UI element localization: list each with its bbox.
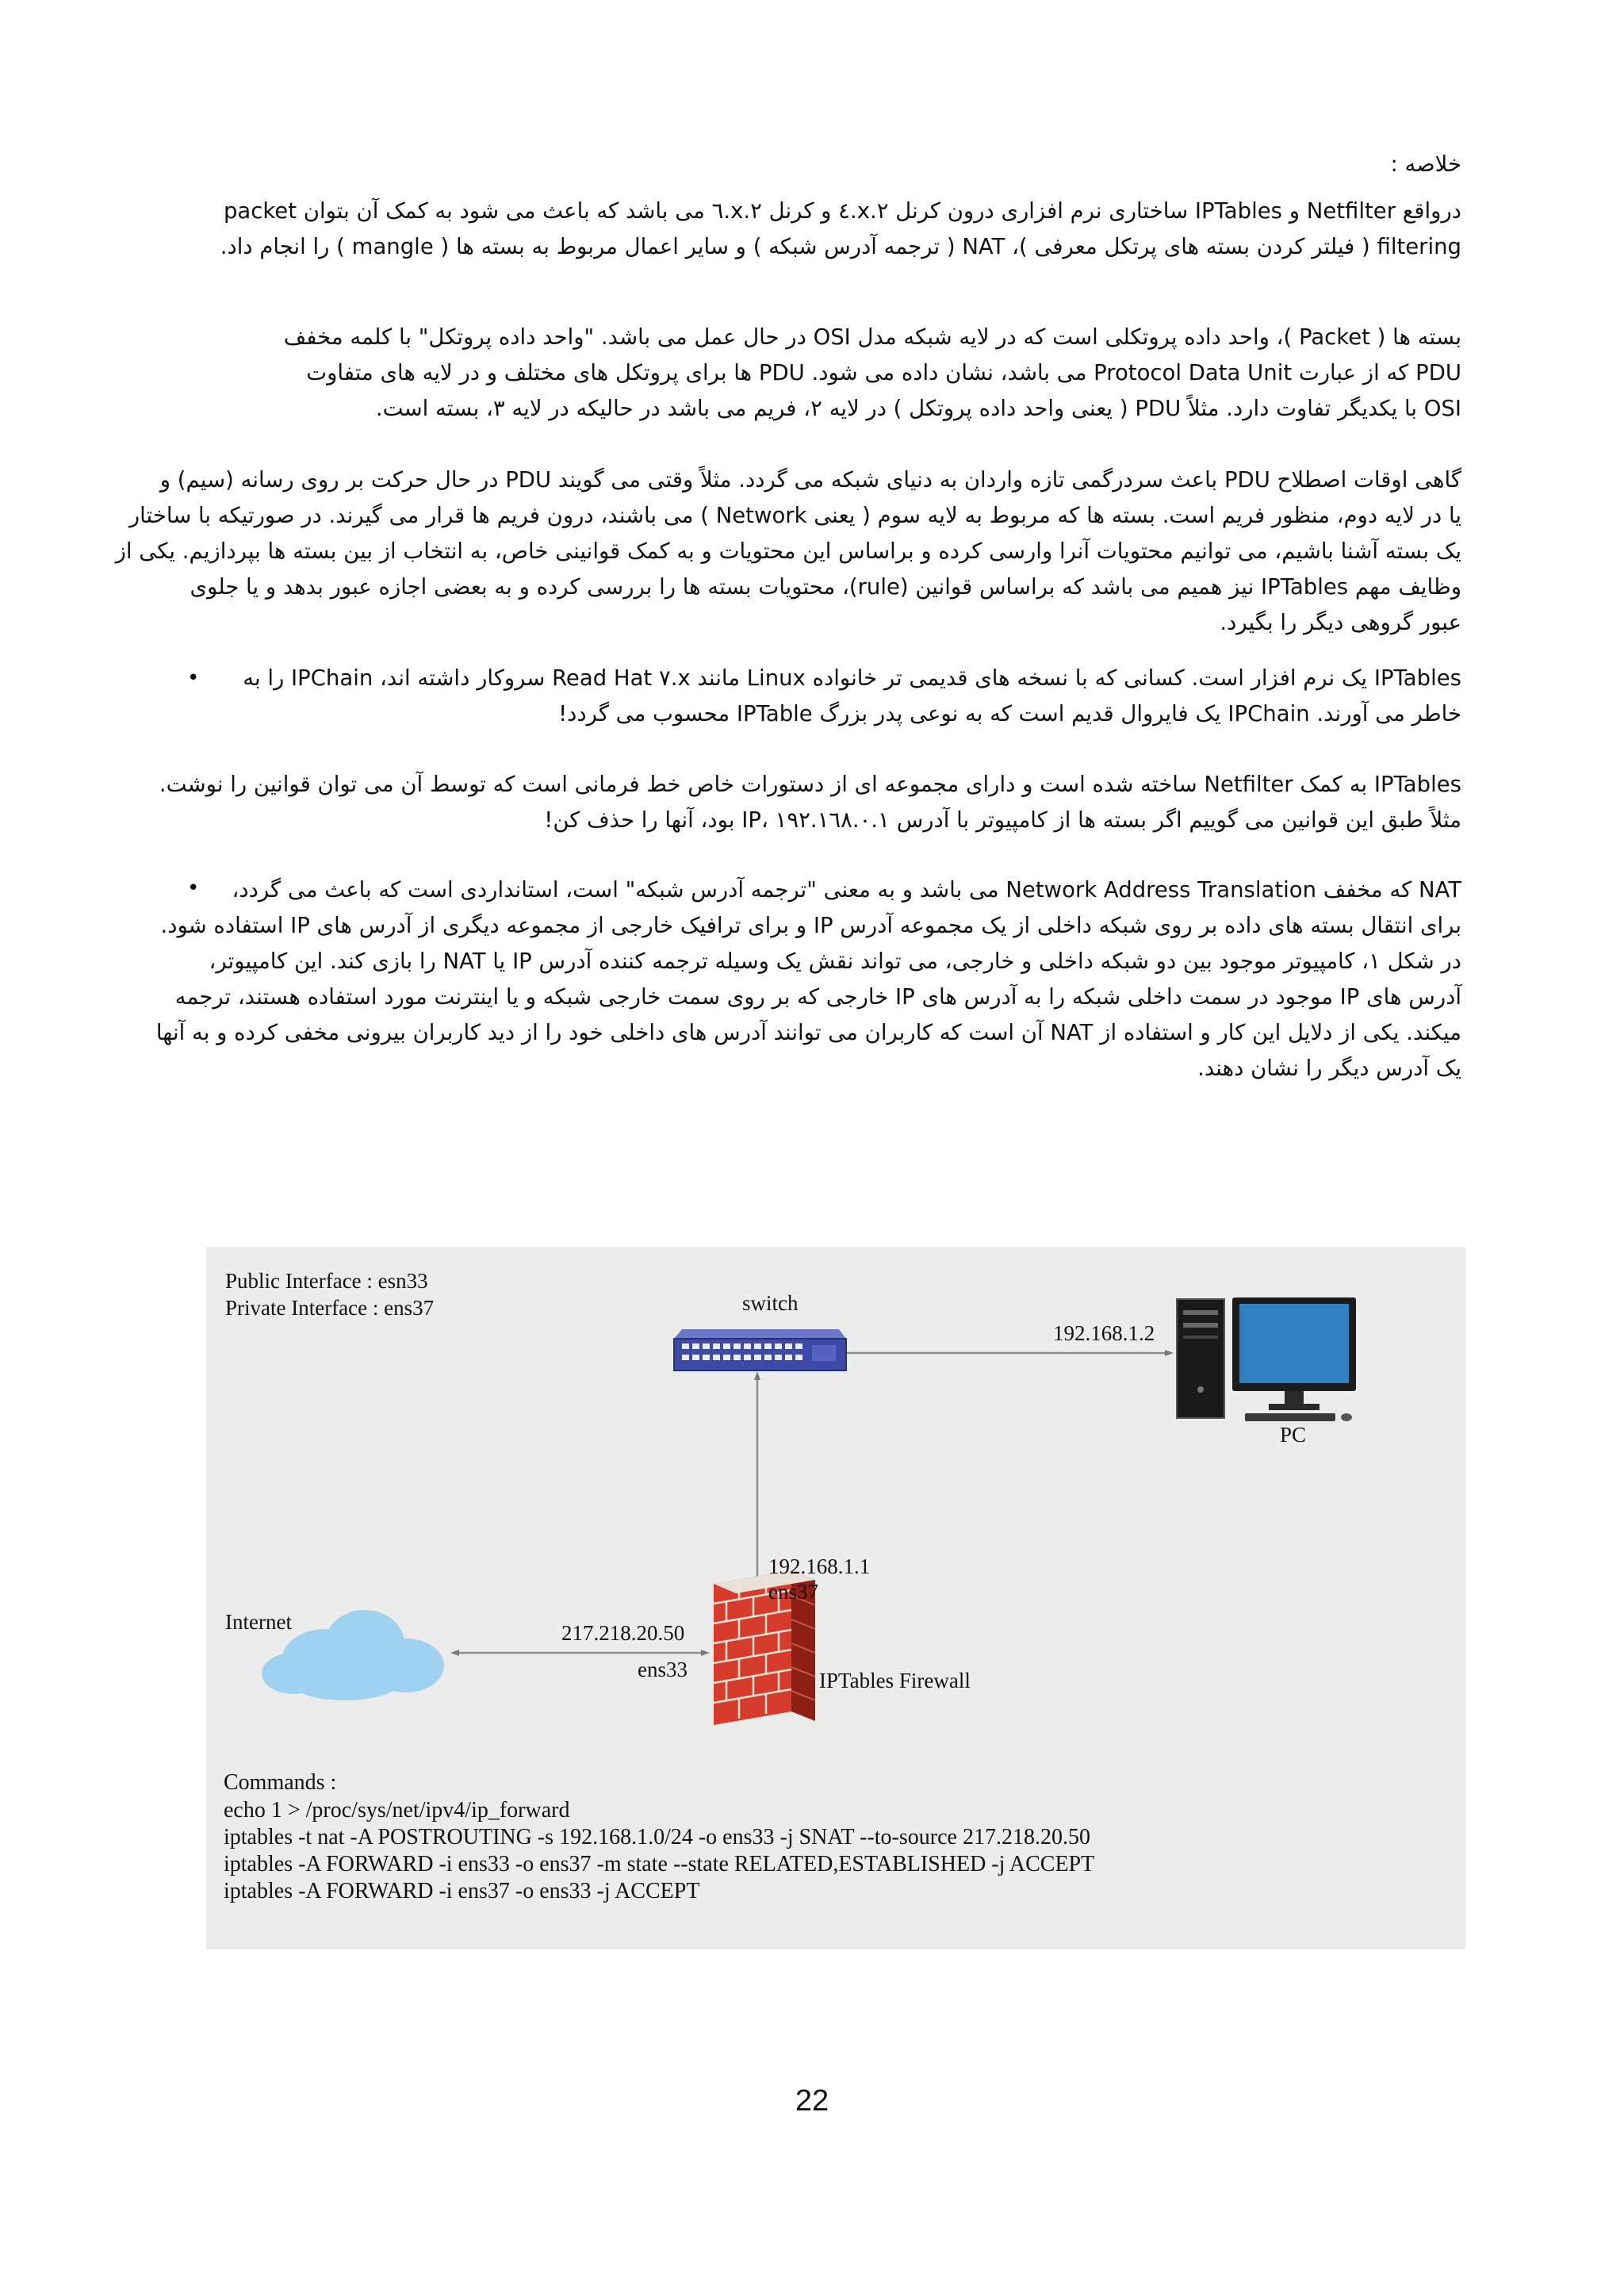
text-line: عبور گروهی دیگر را بگیرد. — [1220, 610, 1461, 635]
pc-icon — [1177, 1297, 1356, 1421]
text-line: میکند. یکی از دلایل این کار و استفاده از NAT آن است که کاربران می توانند آدرس های داخلی خود را از دید کاربران بیرونی مخفی کرده و به آنها — [155, 1020, 1461, 1045]
nat-bullet-paragraph — [156, 872, 1461, 1087]
packet-paragraph — [284, 320, 1461, 427]
netfilter-paragraph — [159, 767, 1461, 838]
switch-label: switch — [742, 1291, 799, 1315]
page-number: 22 — [795, 2084, 829, 2118]
text-line: filtering ( فیلتر کردن بسته های پرتکل معرفی )، NAT ( ترجمه آدرس شبکه ) و سایر اعمال مربوط به بسته ها ( mangle ) را انجام داد. — [220, 234, 1461, 259]
text-line: در شکل ۱، کامپیوتر موجود بین دو شبکه داخلی و خارجی، می تواند نقش یک وسیله ترجمه کننده آدرس IP یا NAT را بازی کند. این کامپیوتر، — [209, 949, 1461, 974]
text-line: PDU که از عبارت Protocol Data Unit می باشد، نشان داده می شود. PDU ها برای پروتکل های مختلف و در لایه های متفاوت — [306, 360, 1461, 385]
bullet-marker: • — [187, 876, 200, 900]
text-line: IPTables به کمک Netfilter ساخته شده است و دارای مجموعه ای از دستورات خاص خط فرمانی است که توسط آن می توان قوانین را نوشت. — [159, 772, 1461, 797]
text-line: IPTables یک نرم افزار است. کسانی که با نسخه های قدیمی تر خانواده Linux مانند Read Hat ۷.x سروکار داشته اند، IPChain را به — [243, 665, 1461, 691]
text-line: درواقع Netfilter و IPTables ساختاری نرم افزاری درون کرنل x.۲.٤ و کرنل x.۲.٦ می باشد که باعث می شود به کمک آن بتوان packet — [223, 198, 1461, 224]
text-line: یک آدرس دیگر را نشان دهند. — [1197, 1056, 1461, 1081]
public-interface-label: Public Interface : esn33 — [225, 1269, 428, 1293]
external-ip-label: 217.218.20.50 — [561, 1621, 685, 1645]
iptables-bullet-paragraph — [243, 661, 1461, 732]
pdu-paragraph — [116, 462, 1461, 641]
firewall-inner-interface-label: ens37 — [768, 1580, 818, 1604]
bullet-marker: • — [187, 666, 200, 690]
private-interface-label: Private Interface : ens37 — [225, 1296, 435, 1320]
pc-label: PC — [1280, 1423, 1307, 1447]
network-diagram — [206, 1247, 1465, 1949]
command-line: echo 1 > /proc/sys/net/ipv4/ip_forward — [224, 1798, 570, 1823]
text-line: مثلاً طبق این قوانین می گوییم اگر بسته ها از کامپیوتر با آدرس IP، ۱۹۲.۱٦۸.۰.۱ بود، آنها را حذف کن! — [544, 807, 1461, 833]
text-line: یا در لایه دوم، منظور فریم است. بسته ها که مربوط به لایه سوم ( یعنی Network ) می باشند، درون فریم ها قرار می گیرند. در صورتیکه با ساختار — [128, 503, 1461, 528]
internet-label: Internet — [225, 1610, 292, 1634]
text-line: بسته ها ( Packet )، واحد داده پروتکلی است که در لایه شبکه مدل OSI در حال عمل می باشد. "واحد داده پروتکل" با کلمه مخفف — [283, 324, 1461, 350]
text-line: گاهی اوقات اصطلاح PDU باعث سردرگمی تازه واردان به دنیای شبکه می گردد. مثلاً وقتی می گویند PDU در حال حرکت بر روی رسانه (سیم) و — [159, 467, 1461, 493]
summary-heading: خلاصه : — [1390, 151, 1461, 177]
text-line: برای انتقال بسته های داده بر روی شبکه داخلی از یک مجموعه آدرس IP و برای ترافیک خارجی از مجموعه دیگری از آدرس های IP استفاده شود. — [160, 913, 1461, 938]
text-line: وظایف مهم IPTables نیز همیم می باشد که براساس قوانین (rule)، محتویات بسته ها را بررسی کرده و به بعضی اجازه عبور بدهد و یا جلوی — [190, 574, 1461, 600]
firewall-ip-label: 192.168.1.1 — [768, 1554, 871, 1578]
text-line: OSI با یکدیگر تفاوت دارد. مثلاً PDU ( یعنی واحد داده پروتکل ) در لایه ۲، فریم می باشد در حالیکه در لایه ۳، بسته است. — [375, 396, 1461, 421]
command-line: iptables -A FORWARD -i ens33 -o ens37 -m state --state RELATED,ESTABLISHED -j ACCEPT — [224, 1852, 1095, 1876]
text-line: آدرس های IP موجود در سمت داخلی شبکه را به آدرس های IP خارجی که بر روی سمت خارجی شبکه و یا اینترنت مورد استفاده هستند، ترجمه — [174, 984, 1461, 1010]
firewall-label: IPTables Firewall — [819, 1669, 971, 1692]
command-line: iptables -A FORWARD -i ens37 -o ens33 -j ACCEPT — [224, 1879, 700, 1903]
text-line: خاطر می آورند. IPChain یک فایروال قدیم است که به نوعی پدر بزرگ IPTable محسوب می گردد! — [558, 701, 1461, 726]
switch-icon — [674, 1329, 846, 1370]
commands-title: Commands : — [224, 1770, 337, 1795]
command-line: iptables -t nat -A POSTROUTING -s 192.168.1.0/24 -o ens33 -j SNAT --to-source 217.218.20.50 — [224, 1825, 1090, 1849]
firewall-outer-interface-label: ens33 — [638, 1658, 688, 1681]
summary-paragraph — [220, 194, 1461, 265]
pc-ip-label: 192.168.1.2 — [1053, 1321, 1155, 1345]
text-line: یک بسته آشنا باشیم، می توانیم محتویات آنرا وارسی کرده و براساس این محتویات و به کمک قوانینی خاص، به انتخاب از بین بسته ها بپردازیم. یکی از — [115, 539, 1461, 564]
text-line: NAT که مخفف Network Address Translation می باشد و به معنی "ترجمه آدرس شبکه" است، استانداردی است که باعث می گردد، — [232, 877, 1461, 903]
